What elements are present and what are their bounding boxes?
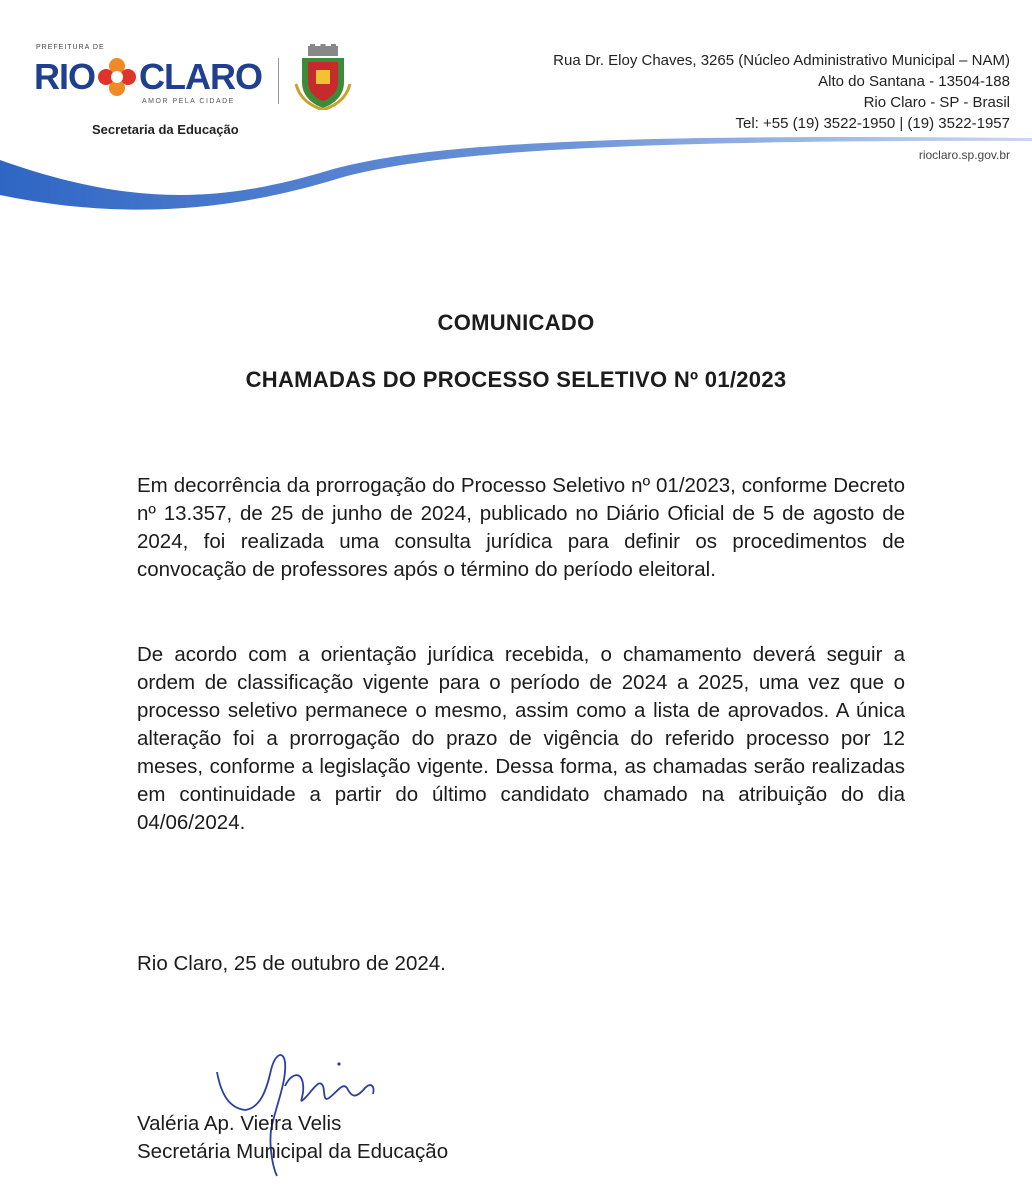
prefeitura-label: PREFEITURA DE <box>36 44 105 51</box>
department-name: Secretaria da Educação <box>92 122 239 137</box>
brand-wordmark <box>34 56 262 98</box>
rio-claro-flower-icon <box>97 57 137 97</box>
logo-divider <box>278 58 279 104</box>
address-line: Alto do Santana - 13504-188 <box>818 73 1010 90</box>
date-line: Rio Claro, 25 de outubro de 2024. <box>137 952 446 975</box>
brand-tagline: AMOR PELA CIDADE <box>142 98 235 105</box>
address-line: Rio Claro - SP - Brasil <box>863 94 1010 111</box>
address-line: Rua Dr. Eloy Chaves, 3265 (Núcleo Administrativo Municipal – NAM) <box>553 52 1010 69</box>
signatory-role: Secretária Municipal da Educação <box>137 1140 449 1163</box>
website: rioclaro.sp.gov.br <box>918 148 1010 162</box>
body-paragraph-2: De acordo com a orientação jurídica recebida, o chamamento deverá seguir a ordem de classificação vigente para o período de 2024 a 2025, uma vez que o processo seletivo permanece o mesmo, assim como a lista de aprovados. A única alteração foi a prorrogação do prazo de vigência do referido processo por 12 meses, conforme a legislação vigente. Dessa forma, as chamadas serão realizadas em continuidade a partir do último candidato chamado na atribuição do dia 04/06/2024. <box>137 643 905 834</box>
rio-claro-logo <box>30 40 360 140</box>
brand-claro: CLARO <box>139 56 263 97</box>
brand-rio: RIO <box>34 56 96 97</box>
signatory-name: Valéria Ap. Vieira Velis <box>137 1112 342 1135</box>
document-title: COMUNICADO <box>437 310 595 335</box>
body-paragraph-1: Em decorrência da prorrogação do Processo Seletivo nº 01/2023, conforme Decreto nº 13.357, de 25 de junho de 2024, publicado no Diário Oficial de 5 de agosto de 2024, foi realizada uma consulta jurídica para definir os procedimentos de convocação de professores após o término do período eleitoral. <box>137 474 905 581</box>
address-block <box>553 50 1010 134</box>
document-subtitle: CHAMADAS DO PROCESSO SELETIVO Nº 01/2023 <box>245 367 787 392</box>
phone-line: Tel: +55 (19) 3522-1950 | (19) 3522-1957 <box>735 115 1010 132</box>
letterhead <box>0 0 1032 220</box>
coat-of-arms-icon <box>292 44 354 110</box>
